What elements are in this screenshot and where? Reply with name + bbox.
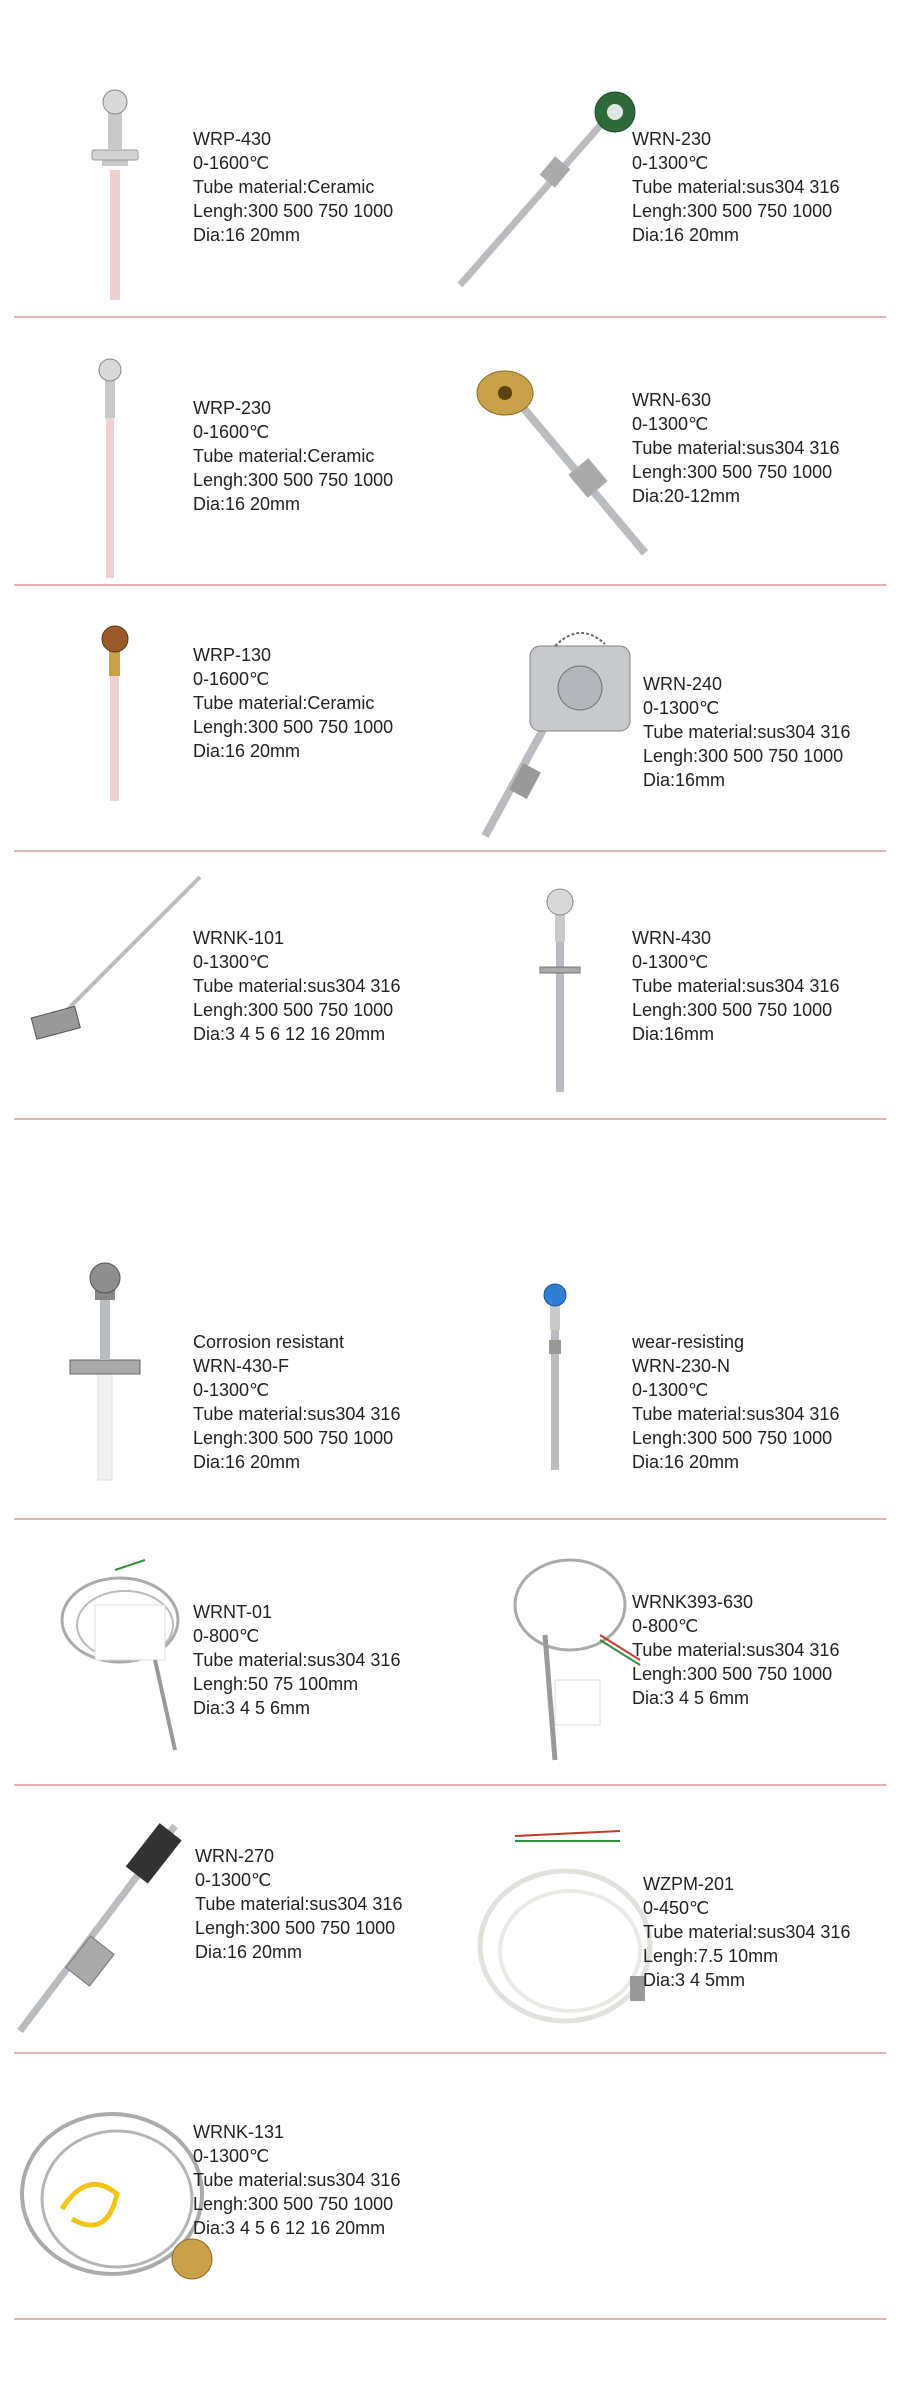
product-row-2	[0, 318, 900, 586]
product-image-wrnk-101	[25, 872, 205, 1052]
product-image-wrp-230	[80, 348, 140, 578]
product-length: Lengh:300 500 750 1000	[195, 1918, 396, 1938]
product-material: Tube material:sus304 316	[195, 1894, 403, 1914]
product-material: Tube material:Ceramic	[193, 693, 375, 713]
product-spec-wrp-430	[193, 127, 393, 247]
product-material: Tube material:sus304 316	[193, 2170, 401, 2190]
product-diameter: Dia:16 20mm	[195, 1942, 303, 1962]
product-spec-wrn-430-f	[193, 1330, 400, 1474]
product-material: Tube material:sus304 316	[643, 1922, 851, 1942]
product-range: 0-1300℃	[632, 414, 709, 434]
product-range: 0-1600℃	[193, 422, 270, 442]
product-spec-wrp-130	[193, 643, 393, 763]
product-image-wrn-430-f	[65, 1260, 145, 1480]
product-range: 0-1300℃	[193, 952, 270, 972]
product-image-wrnk-131	[12, 2099, 222, 2309]
product-model: WRP-430	[193, 129, 272, 149]
product-diameter: Dia:16 20mm	[193, 494, 301, 514]
row-divider	[14, 2318, 886, 2320]
product-spec-wrnt-01	[193, 1600, 400, 1720]
product-model: WRP-130	[193, 645, 272, 665]
product-diameter: Dia:3 4 5 6 12 16 20mm	[193, 2218, 386, 2238]
product-material: Tube material:sus304 316	[632, 1404, 840, 1424]
product-row-8	[0, 2054, 900, 2320]
product-length: Lengh:300 500 750 1000	[632, 1664, 833, 1684]
product-length: Lengh:7.5 10mm	[643, 1946, 779, 1966]
product-range: 0-1300℃	[195, 1870, 272, 1890]
product-spec-wrnk393-630	[632, 1590, 839, 1710]
product-image-wrn-230-n	[525, 1280, 585, 1470]
product-spec-wrn-230-n	[632, 1330, 839, 1474]
product-spec-wrp-230	[193, 396, 393, 516]
product-diameter: Dia:3 4 5 6 12 16 20mm	[193, 1024, 386, 1044]
product-image-wrp-430	[70, 80, 150, 300]
product-spec-wrn-230	[632, 127, 839, 247]
product-row-1	[0, 0, 900, 320]
product-length: Lengh:300 500 750 1000	[643, 746, 844, 766]
product-model: WRNK393-630	[632, 1592, 754, 1612]
product-material: Tube material:Ceramic	[193, 446, 375, 466]
product-material: Tube material:sus304 316	[193, 976, 401, 996]
product-model: WRN-230-N	[632, 1356, 731, 1376]
product-spec-wzpm-201	[643, 1872, 850, 1992]
product-diameter: Dia:16 20mm	[632, 225, 740, 245]
product-image-wzpm-201	[470, 1816, 660, 2036]
product-length: Lengh:300 500 750 1000	[193, 470, 394, 490]
product-range: 0-1300℃	[632, 952, 709, 972]
product-material: Tube material:sus304 316	[632, 177, 840, 197]
product-spec-wrn-270	[195, 1844, 402, 1964]
product-length: Lengh:300 500 750 1000	[193, 1428, 394, 1448]
product-image-wrn-240	[465, 626, 645, 841]
product-row-4	[0, 852, 900, 1120]
product-model: WRNK-101	[193, 928, 285, 948]
product-material: Tube material:sus304 316	[632, 1640, 840, 1660]
product-spec-wrn-240	[643, 672, 850, 792]
product-image-wrn-430	[530, 882, 590, 1092]
product-model: WRP-230	[193, 398, 272, 418]
product-material: Tube material:sus304 316	[632, 438, 840, 458]
product-row-3	[0, 586, 900, 852]
product-range: 0-1300℃	[643, 698, 720, 718]
product-range: 0-1300℃	[632, 1380, 709, 1400]
product-tagline: Corrosion resistant	[193, 1332, 345, 1352]
product-range: 0-800℃	[193, 1626, 260, 1646]
product-diameter: Dia:16mm	[643, 770, 726, 790]
product-model: WRN-270	[195, 1846, 275, 1866]
product-length: Lengh:300 500 750 1000	[632, 201, 833, 221]
product-diameter: Dia:20-12mm	[632, 486, 741, 506]
product-diameter: Dia:3 4 5 6mm	[632, 1688, 750, 1708]
product-diameter: Dia:16 20mm	[193, 225, 301, 245]
product-material: Tube material:sus304 316	[632, 976, 840, 996]
product-model: WRNK-131	[193, 2122, 285, 2142]
product-row-7	[0, 1786, 900, 2054]
product-image-wrn-270	[15, 1806, 205, 2036]
product-length: Lengh:300 500 750 1000	[632, 462, 833, 482]
product-row-5	[0, 1120, 900, 1520]
product-model: WRN-240	[643, 674, 723, 694]
product-length: Lengh:300 500 750 1000	[193, 201, 394, 221]
product-model: WRN-430-F	[193, 1356, 290, 1376]
product-model: WZPM-201	[643, 1874, 735, 1894]
product-model: WRN-430	[632, 928, 712, 948]
product-diameter: Dia:16mm	[632, 1024, 715, 1044]
product-material: Tube material:sus304 316	[643, 722, 851, 742]
product-material: Tube material:sus304 316	[193, 1404, 401, 1424]
product-range: 0-450℃	[643, 1898, 710, 1918]
product-length: Lengh:300 500 750 1000	[632, 1000, 833, 1020]
product-model: WRNT-01	[193, 1602, 273, 1622]
product-diameter: Dia:16 20mm	[193, 1452, 301, 1472]
product-image-wrnt-01	[55, 1550, 205, 1760]
product-model: WRN-630	[632, 390, 712, 410]
product-spec-wrn-430	[632, 926, 839, 1046]
product-range: 0-1300℃	[193, 1380, 270, 1400]
product-length: Lengh:300 500 750 1000	[632, 1428, 833, 1448]
product-range: 0-800℃	[632, 1616, 699, 1636]
product-length: Lengh:50 75 100mm	[193, 1674, 359, 1694]
product-range: 0-1300℃	[193, 2146, 270, 2166]
product-material: Tube material:sus304 316	[193, 1650, 401, 1670]
product-range: 0-1300℃	[632, 153, 709, 173]
product-image-wrn-230	[455, 90, 655, 290]
product-spec-wrnk-101	[193, 926, 400, 1046]
product-range: 0-1600℃	[193, 153, 270, 173]
product-diameter: Dia:16 20mm	[193, 741, 301, 761]
product-model: WRN-230	[632, 129, 712, 149]
product-image-wrp-130	[85, 621, 145, 801]
product-material: Tube material:Ceramic	[193, 177, 375, 197]
product-spec-wrn-630	[632, 388, 839, 508]
product-spec-wrnk-131	[193, 2120, 400, 2240]
product-diameter: Dia:16 20mm	[632, 1452, 740, 1472]
product-diameter: Dia:3 4 5mm	[643, 1970, 746, 1990]
product-diameter: Dia:3 4 5 6mm	[193, 1698, 311, 1718]
product-tagline: wear-resisting	[632, 1332, 745, 1352]
product-length: Lengh:300 500 750 1000	[193, 717, 394, 737]
product-length: Lengh:300 500 750 1000	[193, 1000, 394, 1020]
product-range: 0-1600℃	[193, 669, 270, 689]
product-row-6	[0, 1520, 900, 1786]
product-length: Lengh:300 500 750 1000	[193, 2194, 394, 2214]
